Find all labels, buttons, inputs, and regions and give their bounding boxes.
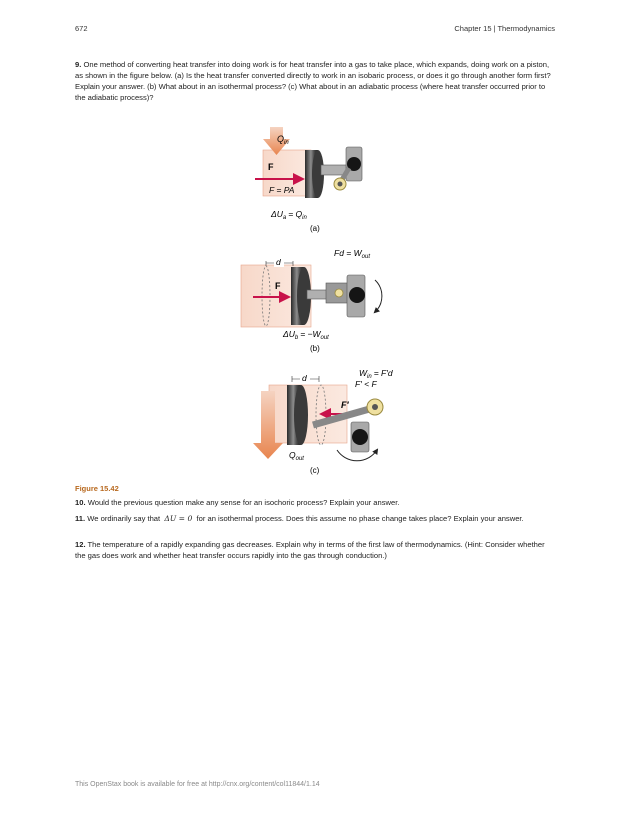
force-label-c: F′ — [341, 400, 349, 410]
energy-equation-b: $\Delta U_b = -W_{out}$ — [283, 329, 329, 341]
caption-c: (c) — [310, 466, 320, 475]
question-9 — [75, 59, 557, 103]
question-text-before: We ordinarily say that — [87, 514, 161, 523]
figure-pistons — [225, 125, 405, 477]
panel-a — [255, 127, 362, 233]
force-equation: F = PA — [269, 185, 295, 195]
distance-label-c: d — [302, 373, 307, 383]
question-number: 9. — [75, 60, 82, 69]
work-in-equation: $W_{in} = F'd$ — [359, 368, 393, 380]
crank-axle-c — [352, 429, 368, 445]
work-out-equation: $Fd = W_{out}$ — [334, 248, 370, 260]
q-in-label: $Q_{in}$ — [277, 134, 289, 146]
question-text: The temperature of a rapidly expanding gas decreases. Explain why in terms of the first law of thermodynamics. (Hint: Consider whether the gas does work and whether heat transfer occurs rapidly into the gas through conduction.) — [75, 540, 545, 560]
question-number: 12. — [75, 540, 86, 549]
math-delta-u: ΔU = 0 — [164, 514, 193, 523]
force-label: F — [268, 162, 274, 172]
panel-b — [241, 248, 382, 353]
crank-axle-b — [349, 287, 365, 303]
question-10 — [75, 497, 557, 508]
question-number: 11. — [75, 514, 86, 523]
page-number: 672 — [75, 24, 88, 33]
force-inequality: F′ < F — [355, 379, 377, 389]
question-11 — [75, 513, 557, 525]
chapter-title: Chapter 15 | Thermodynamics — [454, 24, 555, 33]
q-out-label: $Q_{out}$ — [289, 450, 304, 462]
figure-label: Figure 15.42 — [75, 484, 119, 493]
caption-b: (b) — [310, 344, 320, 353]
question-12 — [75, 539, 557, 561]
rotation-arrow-b — [375, 280, 382, 312]
question-text: Would the previous question make any sense for an isochoric process? Explain your answer. — [87, 498, 400, 507]
question-number: 10. — [75, 498, 86, 507]
footer-license: This OpenStax book is available for free at http://cnx.org/content/col11844/1.14 — [75, 781, 320, 788]
question-text-after: for an isothermal process. Does this assume no phase change takes place? Explain your answer. — [196, 514, 524, 523]
caption-a: (a) — [310, 224, 320, 233]
question-text: One method of converting heat transfer into doing work is for heat transfer into a gas to take place, which expands, doing work on a piston, as shown in the figure below. (a) Is the heat transfer converted directly to work in an isobaric process, or does it go through another form first? Explain your answer. (b) What about in an isothermal process? (c) What about in an adiabatic process (where heat transfer occurred prior to the adiabatic process)? — [75, 60, 551, 102]
panel-c — [253, 368, 393, 475]
energy-equation-a: $\Delta U_a = Q_{in}$ — [271, 209, 307, 221]
force-label-b: F — [275, 281, 281, 291]
distance-label-b: d — [276, 257, 281, 267]
